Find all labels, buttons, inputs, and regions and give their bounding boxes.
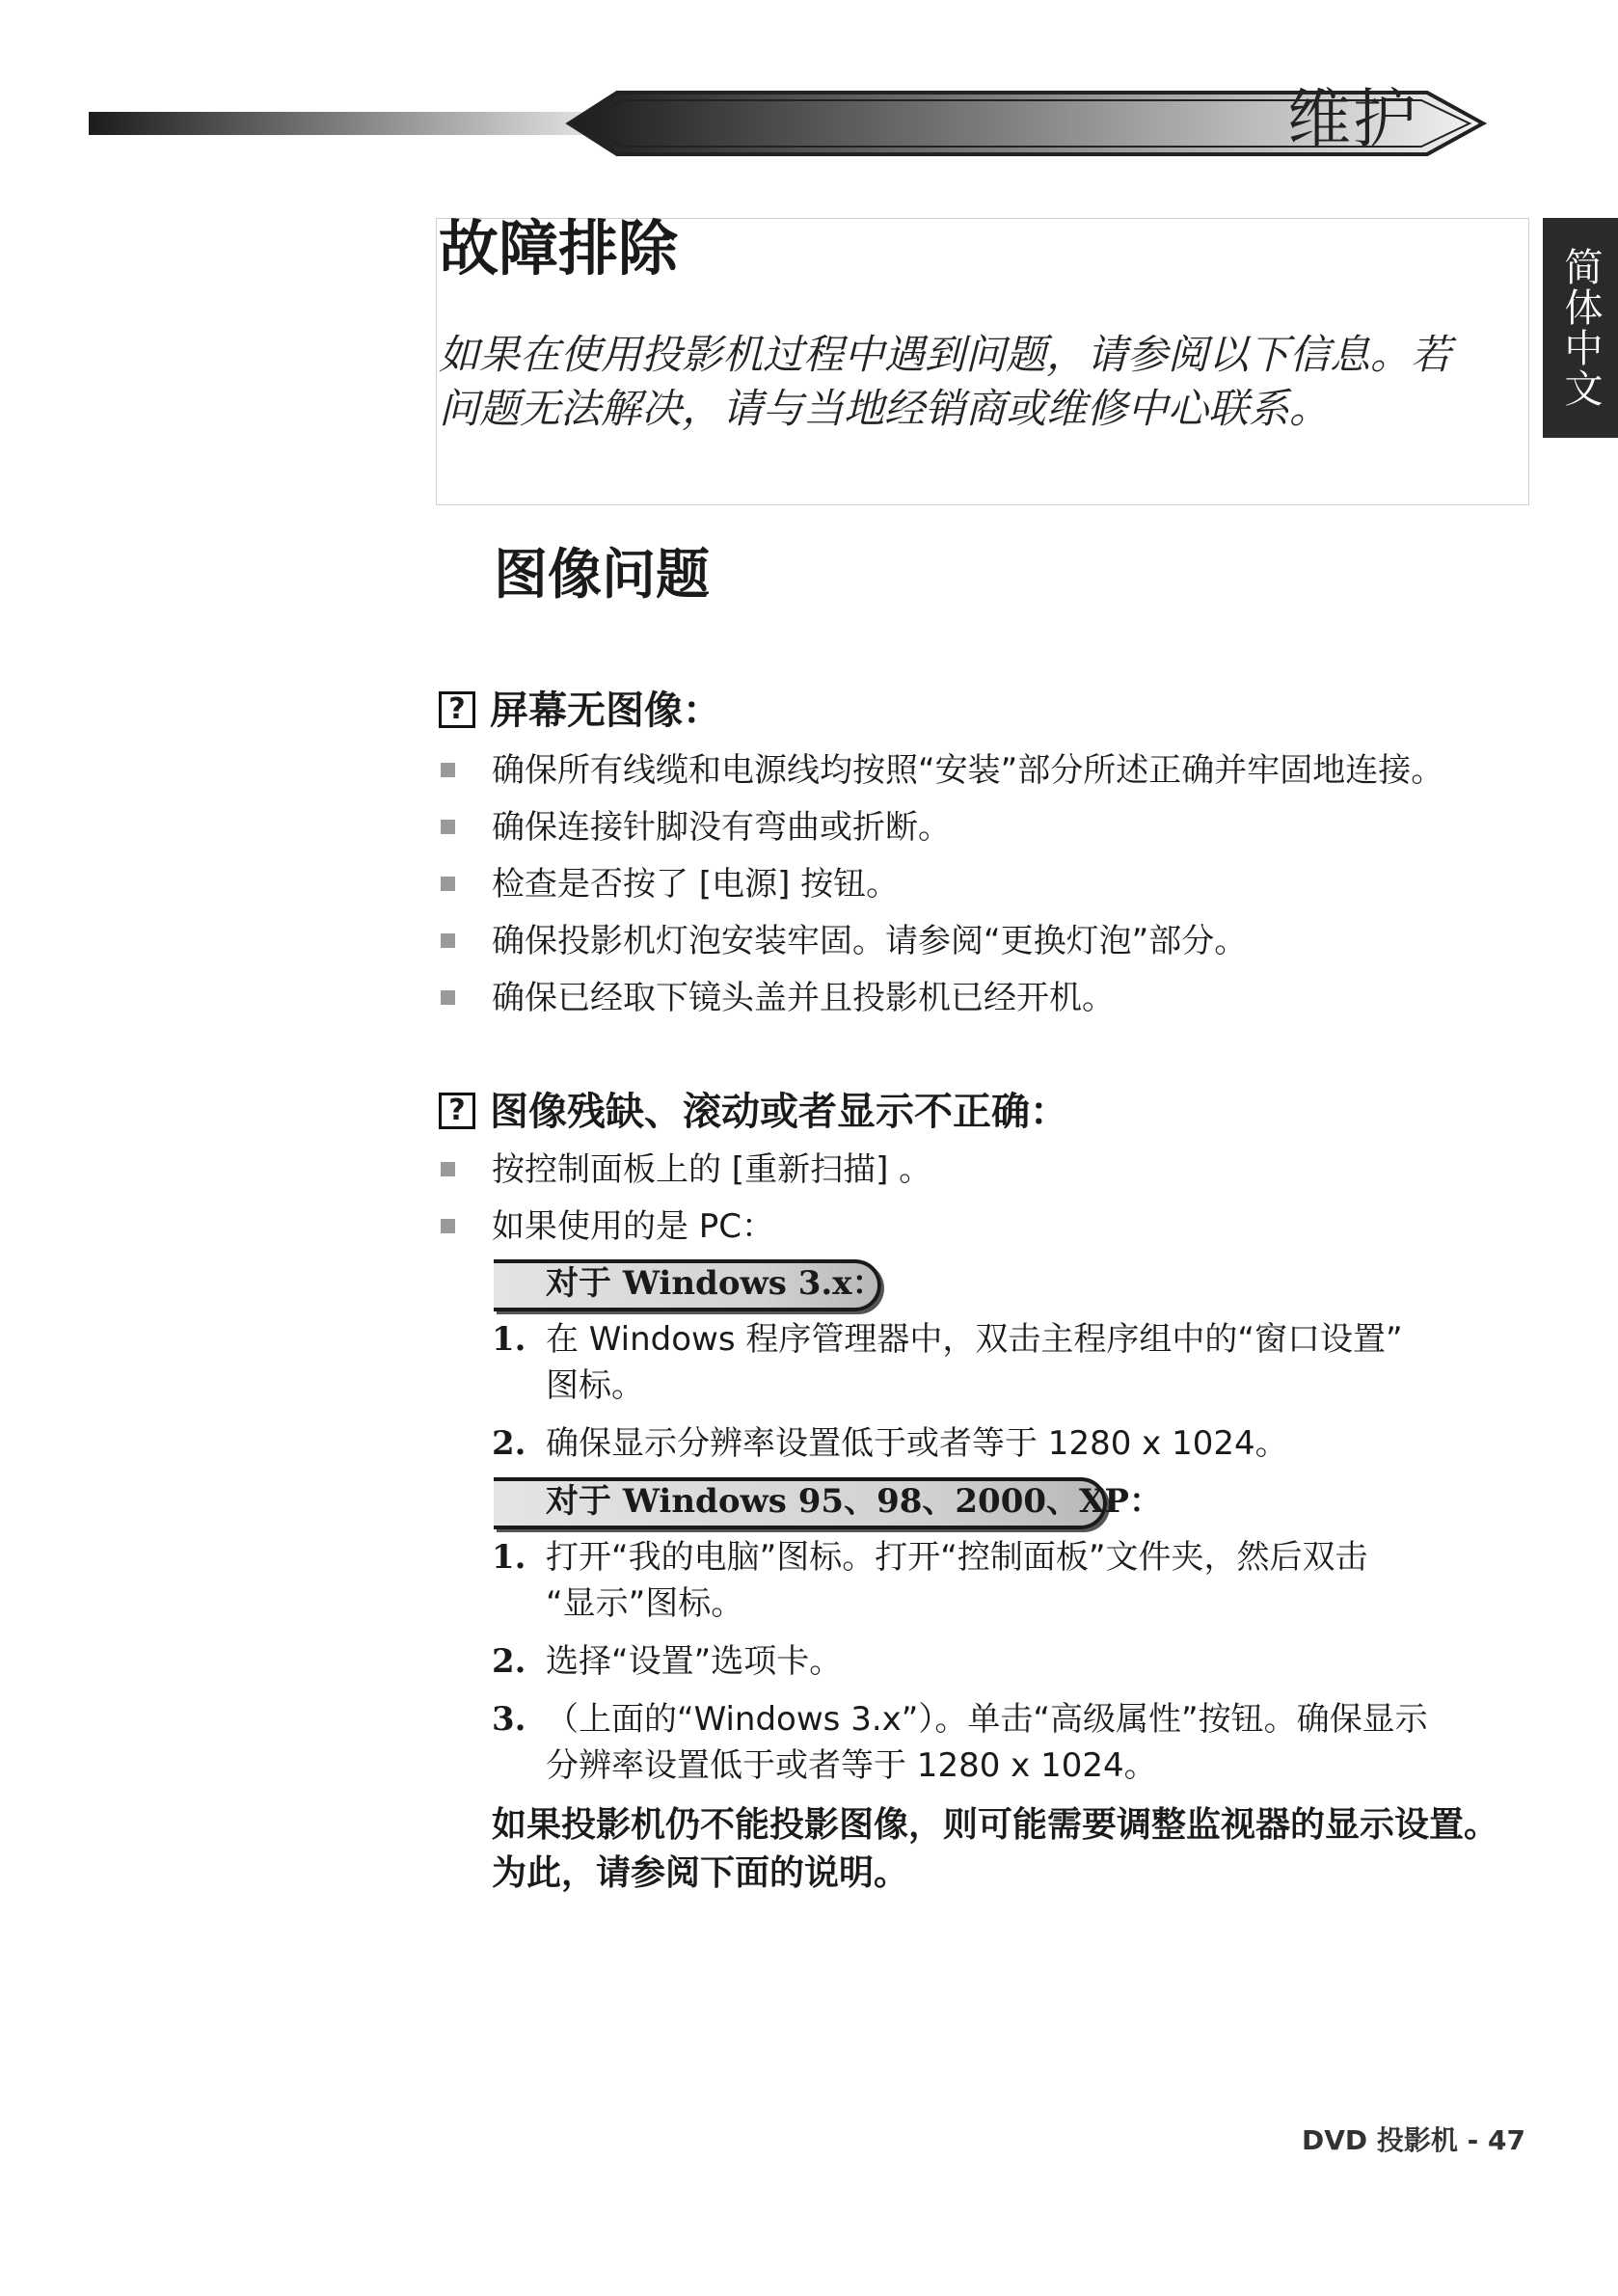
list-item: 按控制面板上的 [重新扫描] 。 (492, 1150, 932, 1189)
header-title: 维护 (1287, 82, 1418, 156)
step-text: （上面的“Windows 3.x”）。单击“高级属性”按钮。确保显示 (546, 1700, 1428, 1739)
step-number: 2. (492, 1642, 526, 1681)
bullet-icon (441, 877, 455, 891)
bullet-icon (441, 933, 455, 948)
list-item: 确保连接针脚没有弯曲或折断。 (492, 808, 951, 847)
note-text: 为此，请参阅下面的说明。 (492, 1853, 909, 1893)
step-text: 图标。 (546, 1366, 644, 1405)
list-item: 检查是否按了 [电源] 按钮。 (492, 865, 900, 904)
bullet-icon (441, 763, 455, 777)
step-text: 确保显示分辨率设置低于或者等于 1280 x 1024。 (546, 1424, 1288, 1463)
list-item: 如果使用的是 PC： (492, 1207, 775, 1246)
windows-31-label: 对于 Windows 3.x： (546, 1264, 885, 1303)
page-footer: DVD 投影机 - 47 (1302, 2124, 1525, 2156)
intro-text (439, 328, 1519, 436)
intro-text-line: 如果在使用投影机过程中遇到问题，请参阅以下信息。若 (439, 331, 1452, 378)
question-icon: ? (439, 691, 475, 728)
list-item: 确保已经取下镜头盖并且投影机已经开机。 (492, 979, 1115, 1017)
section-title: 图像问题 (494, 544, 710, 607)
language-tab-label: 简体中文 (1558, 247, 1603, 409)
step-number: 1. (492, 1320, 526, 1359)
windows-95-label: 对于 Windows 95、98、2000、XP： (546, 1482, 1162, 1521)
step-number: 2. (492, 1424, 526, 1463)
step-text: “显示”图标。 (546, 1584, 744, 1623)
list-item: 确保投影机灯泡安装牢固。请参阅“更换灯泡”部分。 (492, 922, 1248, 960)
note-text: 如果投影机仍不能投影图像，则可能需要调整监视器的显示设置。 (492, 1805, 1499, 1845)
issue-heading: 图像残缺、滚动或者显示不正确： (490, 1090, 1068, 1134)
language-tab (1543, 218, 1618, 438)
intro-text-line: 问题无法解决，请与当地经销商或维修中心联系。 (439, 385, 1331, 432)
step-number: 3. (492, 1700, 526, 1739)
list-item: 确保所有线缆和电源线均按照“安装”部分所述正确并牢固地连接。 (492, 751, 1444, 790)
bullet-icon (441, 990, 455, 1005)
main-title: 故障排除 (439, 213, 679, 284)
question-icon: ? (439, 1093, 475, 1129)
step-number: 1. (492, 1538, 526, 1577)
bullet-icon (441, 1162, 455, 1176)
bullet-icon (441, 820, 455, 834)
bullet-icon (441, 1219, 455, 1233)
step-text: 在 Windows 程序管理器中，双击主程序组中的“窗口设置” (546, 1320, 1403, 1359)
step-text: 选择“设置”选项卡。 (546, 1642, 843, 1681)
issue-heading: 屏幕无图像： (490, 689, 721, 733)
step-text: 分辨率设置低于或者等于 1280 x 1024。 (546, 1746, 1157, 1785)
step-text: 打开“我的电脑”图标。打开“控制面板”文件夹，然后双击 (546, 1538, 1368, 1577)
